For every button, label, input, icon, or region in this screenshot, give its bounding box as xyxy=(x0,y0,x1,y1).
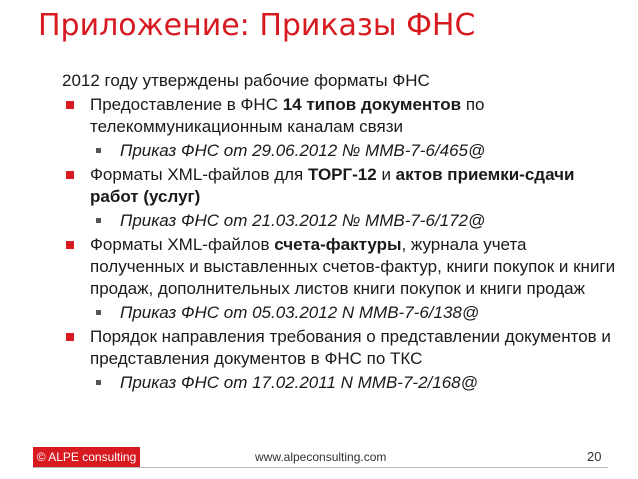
bullet-item-2 xyxy=(62,164,622,208)
sub-item-3 xyxy=(62,302,622,324)
small-square-bullet-icon xyxy=(96,310,101,315)
sub-item-4 xyxy=(62,372,622,394)
bullet-item-3 xyxy=(62,234,622,300)
small-square-bullet-icon xyxy=(96,218,101,223)
page-number: 20 xyxy=(587,449,602,464)
bullet-bold-text: ТОРГ-12 xyxy=(307,165,377,184)
order-reference: Приказ ФНС от 05.03.2012 N ММВ-7-6/138@ xyxy=(120,303,480,322)
bullet-bold-text: актов приемки-сдачи работ (услуг) xyxy=(90,165,575,206)
small-square-bullet-icon xyxy=(96,380,101,385)
bullet-bold-text: 14 типов документов xyxy=(282,95,462,114)
square-bullet-icon xyxy=(66,101,74,109)
square-bullet-icon xyxy=(66,171,74,179)
bullet-text: и xyxy=(376,165,396,184)
slide-footer xyxy=(0,446,638,468)
bullet-text: Предоставление в ФНС xyxy=(90,95,283,114)
footer-divider xyxy=(33,467,608,468)
sub-item-2 xyxy=(62,210,622,232)
bullet-bold-text: счета-фактуры xyxy=(274,235,402,254)
order-reference: Приказ ФНС от 29.06.2012 № ММВ-7-6/465@ xyxy=(120,141,486,160)
bullet-text: , журнала учета полученных и выставленных счетов-фактур, книги покупок и книги продаж, дополнительных листов книги покупок и книги продаж xyxy=(90,235,616,298)
bullet-text: Порядок направления требования о представлении документов и представления документов в ФНС по ТКС xyxy=(90,327,611,368)
order-reference: Приказ ФНС от 17.02.2011 N ММВ-7-2/168@ xyxy=(120,373,478,392)
company-url: www.alpeconsulting.com xyxy=(255,450,387,464)
sub-item-1 xyxy=(62,140,622,162)
bullet-text: Форматы XML-файлов для xyxy=(90,165,308,184)
bullet-item-4 xyxy=(62,326,622,370)
order-reference: Приказ ФНС от 21.03.2012 № ММВ-7-6/172@ xyxy=(120,211,486,230)
bullet-text: по телекоммуникационным каналам связи xyxy=(90,95,485,136)
slide-title: Приложение: Приказы ФНС xyxy=(38,8,476,43)
company-badge: © ALPE consulting xyxy=(33,447,140,467)
square-bullet-icon xyxy=(66,333,74,341)
slide-content xyxy=(62,70,622,394)
intro-text: 2012 году утверждены рабочие форматы ФНС xyxy=(62,71,430,90)
square-bullet-icon xyxy=(66,241,74,249)
small-square-bullet-icon xyxy=(96,148,101,153)
bullet-text: Форматы XML-файлов xyxy=(90,235,275,254)
bullet-item-1 xyxy=(62,94,622,138)
